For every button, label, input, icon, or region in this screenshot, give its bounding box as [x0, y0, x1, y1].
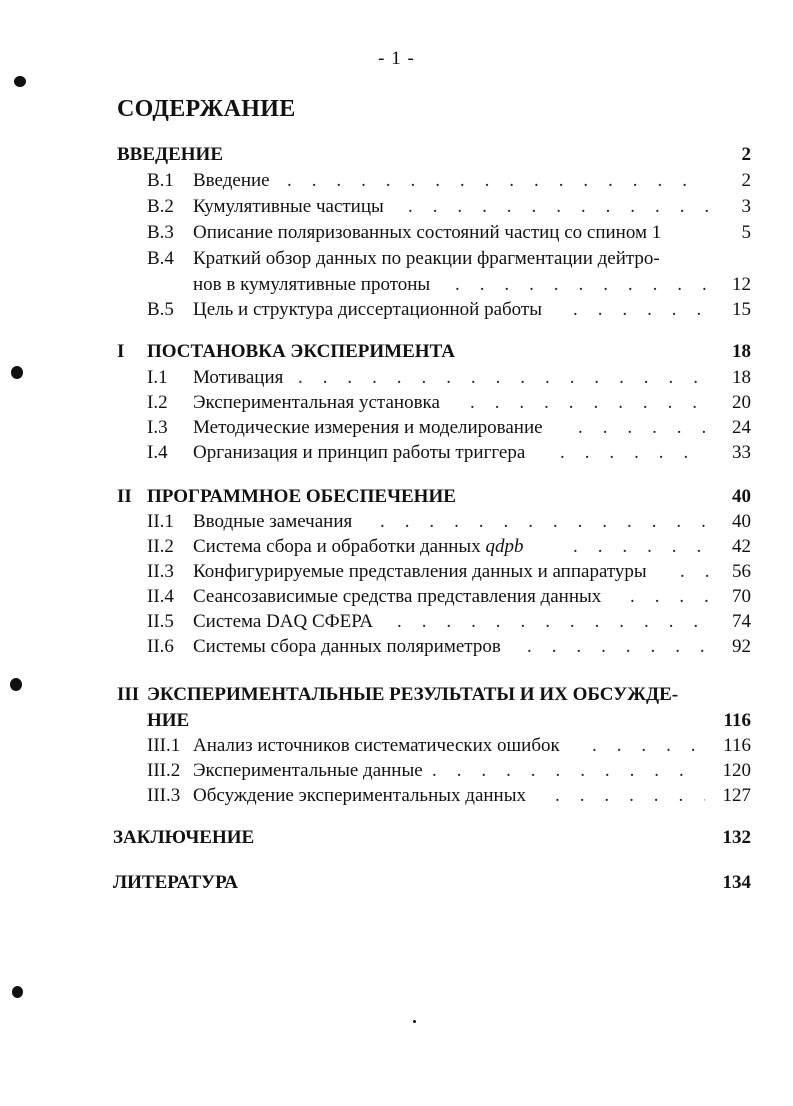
toc-dot-leader — [573, 297, 713, 322]
toc-page-number: 116 — [723, 710, 751, 731]
page-number: - 1 - — [378, 48, 415, 69]
toc-page-number: 56 — [732, 561, 751, 582]
toc-page-number: 120 — [722, 760, 751, 781]
toc-section-number: B.5 — [147, 299, 174, 320]
toc-dot-leader — [380, 509, 710, 534]
toc-section-row[interactable] — [0, 609, 793, 634]
toc-section-number: I.3 — [147, 417, 168, 438]
toc-dot-leader — [432, 758, 704, 783]
toc-chapter-references[interactable] — [0, 870, 793, 895]
toc-dot-leader — [630, 584, 708, 609]
toc-section-title-italic: qdpb — [485, 536, 524, 557]
scan-speck-mark — [413, 1020, 416, 1023]
toc-section-row-continued[interactable] — [0, 272, 793, 297]
toc-page-number: 70 — [732, 586, 751, 607]
toc-section-row[interactable] — [0, 390, 793, 415]
toc-section-row[interactable] — [0, 168, 793, 193]
toc-dot-leader — [573, 534, 709, 559]
toc-dot-leader — [555, 783, 705, 808]
toc-section-number: I.2 — [147, 392, 168, 413]
toc-page-number: 15 — [732, 299, 751, 320]
toc-section-number: II.6 — [147, 636, 174, 657]
toc-dot-leader — [455, 272, 713, 297]
toc-section-title: Описание поляризованных состояний частиц со спином 1 — [193, 222, 662, 243]
toc-page-number: 74 — [732, 611, 751, 632]
toc-page-number: 3 — [741, 196, 751, 217]
toc-dot-leader — [680, 559, 712, 584]
binder-hole-mark — [12, 986, 23, 998]
toc-chapter-number: III — [117, 684, 140, 705]
toc-section-number: II.3 — [147, 561, 174, 582]
toc-section-number: II.2 — [147, 536, 174, 557]
toc-section-title: Краткий обзор данных по реакции фрагментации дейтро- — [193, 248, 660, 269]
toc-section-number: II.4 — [147, 586, 174, 607]
toc-section-row[interactable] — [0, 783, 793, 808]
toc-section-number: II.1 — [147, 511, 174, 532]
toc-section-title-text: Система сбора и обработки данных — [193, 536, 481, 557]
toc-dot-leader — [298, 365, 708, 390]
toc-section-title: Экспериментальные данные — [193, 760, 423, 781]
toc-chapter-title: ВВЕДЕНИЕ — [117, 144, 223, 165]
toc-chapter-title: ЭКСПЕРИМЕНТАЛЬНЫЕ РЕЗУЛЬТАТЫ И ИХ ОБСУЖДЕ- — [147, 684, 679, 705]
toc-section-number: III.1 — [147, 735, 181, 756]
toc-section-title: Обсуждение экспериментальных данных — [193, 785, 526, 806]
toc-section-number: I.4 — [147, 442, 168, 463]
toc-chapter-conclusion[interactable] — [0, 825, 793, 850]
toc-section-title: Организация и принцип работы триггера — [193, 442, 526, 463]
toc-section-title: Введение — [193, 170, 270, 191]
toc-chapter-row[interactable] — [0, 484, 793, 509]
toc-page-number: 40 — [732, 511, 751, 532]
toc-title: СОДЕРЖАНИЕ — [117, 96, 296, 122]
toc-page-number: 42 — [732, 536, 751, 557]
toc-page-number: 40 — [732, 486, 751, 507]
toc-page-number: 12 — [732, 274, 751, 295]
toc-page-number: 2 — [741, 144, 751, 165]
toc-section-title-continued: нов в кумулятивные протоны — [193, 274, 431, 295]
toc-chapter-number: I — [117, 341, 125, 362]
toc-section-number: III.3 — [147, 785, 181, 806]
toc-section-number: B.3 — [147, 222, 174, 243]
toc-page-number: 24 — [732, 417, 751, 438]
toc-section-row[interactable] — [0, 297, 793, 322]
toc-section-title: Кумулятивные частицы — [193, 196, 384, 217]
toc-dot-leader — [397, 609, 710, 634]
toc-chapter-title: ПРОГРАММНОЕ ОБЕСПЕЧЕНИЕ — [147, 486, 456, 507]
toc-section-row[interactable] — [0, 509, 793, 534]
toc-section-row[interactable] — [0, 365, 793, 390]
toc-page-number: 132 — [722, 827, 751, 848]
toc-section-row[interactable] — [0, 246, 793, 271]
toc-section-row[interactable] — [0, 440, 793, 465]
toc-page-number: 116 — [723, 735, 751, 756]
toc-section-title: Экспериментальная установка — [193, 392, 440, 413]
toc-dot-leader — [578, 415, 708, 440]
toc-page-number: 33 — [732, 442, 751, 463]
toc-dot-leader — [592, 733, 704, 758]
toc-chapter-title-continued: НИЕ — [147, 710, 190, 731]
toc-section-row[interactable] — [0, 584, 793, 609]
toc-chapter-row[interactable] — [0, 142, 793, 167]
toc-section-number: III.2 — [147, 760, 181, 781]
toc-page-number: 127 — [722, 785, 751, 806]
toc-dot-leader — [527, 634, 709, 659]
toc-dot-leader — [287, 168, 707, 193]
toc-section-number: II.5 — [147, 611, 174, 632]
toc-section-row[interactable] — [0, 194, 793, 219]
toc-section-title — [193, 534, 523, 559]
toc-section-row[interactable] — [0, 534, 793, 559]
toc-page-number: 20 — [732, 392, 751, 413]
toc-section-title: Вводные замечания — [193, 511, 353, 532]
toc-dot-leader — [560, 440, 708, 465]
toc-dot-leader — [408, 194, 708, 219]
toc-chapter-row-continued[interactable] — [0, 708, 793, 733]
toc-section-row[interactable] — [0, 758, 793, 783]
toc-section-title: Конфигурируемые представления данных и аппаратуры — [193, 561, 647, 582]
toc-page-number: 18 — [732, 341, 751, 362]
toc-chapter-title: ПОСТАНОВКА ЭКСПЕРИМЕНТА — [147, 341, 456, 362]
toc-section-title: Система DAQ СФЕРА — [193, 611, 374, 632]
toc-chapter-number: II — [117, 486, 132, 507]
toc-chapter-row[interactable] — [0, 682, 793, 707]
toc-chapter-row[interactable] — [0, 339, 793, 364]
toc-page-number: 92 — [732, 636, 751, 657]
toc-section-title: Сеансозависимые средства представления данных — [193, 586, 602, 607]
binder-hole-mark — [14, 76, 26, 87]
toc-page-number: 5 — [741, 222, 751, 243]
toc-section-title: Мотивация — [193, 367, 284, 388]
toc-section-title: Анализ источников систематических ошибок — [193, 735, 560, 756]
toc-section-title: Методические измерения и моделирование — [193, 417, 543, 438]
toc-chapter-title: ЗАКЛЮЧЕНИЕ — [113, 827, 255, 848]
toc-page-number: 2 — [741, 170, 751, 191]
toc-section-row[interactable] — [0, 634, 793, 659]
toc-chapter-title: ЛИТЕРАТУРА — [113, 872, 239, 893]
toc-section-row[interactable] — [0, 220, 793, 245]
toc-section-number: B.4 — [147, 248, 174, 269]
toc-section-number: I.1 — [147, 367, 168, 388]
toc-dot-leader — [470, 390, 710, 415]
toc-section-row[interactable] — [0, 559, 793, 584]
toc-section-row[interactable] — [0, 733, 793, 758]
toc-section-title: Цель и структура диссертационной работы — [193, 299, 542, 320]
toc-page-number: 18 — [732, 367, 751, 388]
toc-section-row[interactable] — [0, 415, 793, 440]
toc-section-number: B.2 — [147, 196, 174, 217]
toc-section-number: B.1 — [147, 170, 174, 191]
toc-page-number: 134 — [722, 872, 751, 893]
toc-section-title: Системы сбора данных поляриметров — [193, 636, 501, 657]
